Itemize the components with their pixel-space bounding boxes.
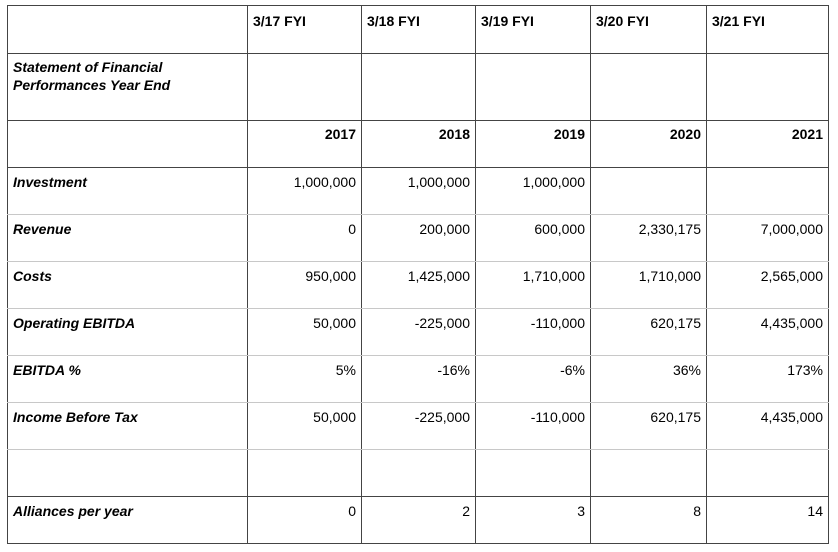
row-label: Income Before Tax (8, 403, 248, 450)
value-cell: -225,000 (362, 403, 476, 450)
value-cell: -110,000 (476, 309, 591, 356)
value-cell: 2 (362, 497, 476, 544)
table-row (8, 262, 829, 309)
value-cell: 1,000,000 (248, 168, 362, 215)
value-cell (591, 168, 707, 215)
row-label: Investment (8, 168, 248, 215)
value-cell: 5% (248, 356, 362, 403)
value-cell: 1,425,000 (362, 262, 476, 309)
value-cell: -6% (476, 356, 591, 403)
corner-cell (8, 6, 248, 54)
value-cell: 4,435,000 (707, 309, 829, 356)
row-label: Costs (8, 262, 248, 309)
value-cell: -16% (362, 356, 476, 403)
value-cell: 50,000 (248, 309, 362, 356)
value-cell: 36% (591, 356, 707, 403)
row-label: Revenue (8, 215, 248, 262)
table-row (8, 309, 829, 356)
alliances-row (8, 497, 829, 544)
table-row (8, 403, 829, 450)
value-cell: 1,710,000 (591, 262, 707, 309)
value-cell: 1,710,000 (476, 262, 591, 309)
value-cell: 1,000,000 (362, 168, 476, 215)
year-cell: 2019 (476, 121, 591, 168)
row-label: EBITDA % (8, 356, 248, 403)
value-cell: 173% (707, 356, 829, 403)
row-label: Alliances per year (8, 497, 248, 544)
table-row (8, 356, 829, 403)
value-cell: 600,000 (476, 215, 591, 262)
period-header-row (8, 6, 829, 54)
value-cell: 0 (248, 497, 362, 544)
period-header: 3/19 FYI (476, 6, 591, 54)
year-cell: 2018 (362, 121, 476, 168)
value-cell: 200,000 (362, 215, 476, 262)
value-cell (707, 168, 829, 215)
value-cell: 950,000 (248, 262, 362, 309)
value-cell: 14 (707, 497, 829, 544)
value-cell: 50,000 (248, 403, 362, 450)
period-header: 3/17 FYI (248, 6, 362, 54)
statement-title: Statement of Financial Performances Year End (8, 54, 248, 121)
financial-statement-table (7, 5, 829, 544)
value-cell: 7,000,000 (707, 215, 829, 262)
value-cell: -110,000 (476, 403, 591, 450)
value-cell: 3 (476, 497, 591, 544)
blank-row (8, 450, 829, 497)
period-header: 3/18 FYI (362, 6, 476, 54)
value-cell: 4,435,000 (707, 403, 829, 450)
value-cell: 8 (591, 497, 707, 544)
year-cell: 2021 (707, 121, 829, 168)
row-label: Operating EBITDA (8, 309, 248, 356)
value-cell: 2,565,000 (707, 262, 829, 309)
period-header: 3/21 FYI (707, 6, 829, 54)
year-cell: 2020 (591, 121, 707, 168)
period-header: 3/20 FYI (591, 6, 707, 54)
value-cell: 620,175 (591, 403, 707, 450)
value-cell: -225,000 (362, 309, 476, 356)
value-cell: 0 (248, 215, 362, 262)
value-cell: 1,000,000 (476, 168, 591, 215)
table-row (8, 168, 829, 215)
year-cell: 2017 (248, 121, 362, 168)
title-row (8, 54, 829, 121)
table-row (8, 215, 829, 262)
value-cell: 2,330,175 (591, 215, 707, 262)
value-cell: 620,175 (591, 309, 707, 356)
year-row (8, 121, 829, 168)
